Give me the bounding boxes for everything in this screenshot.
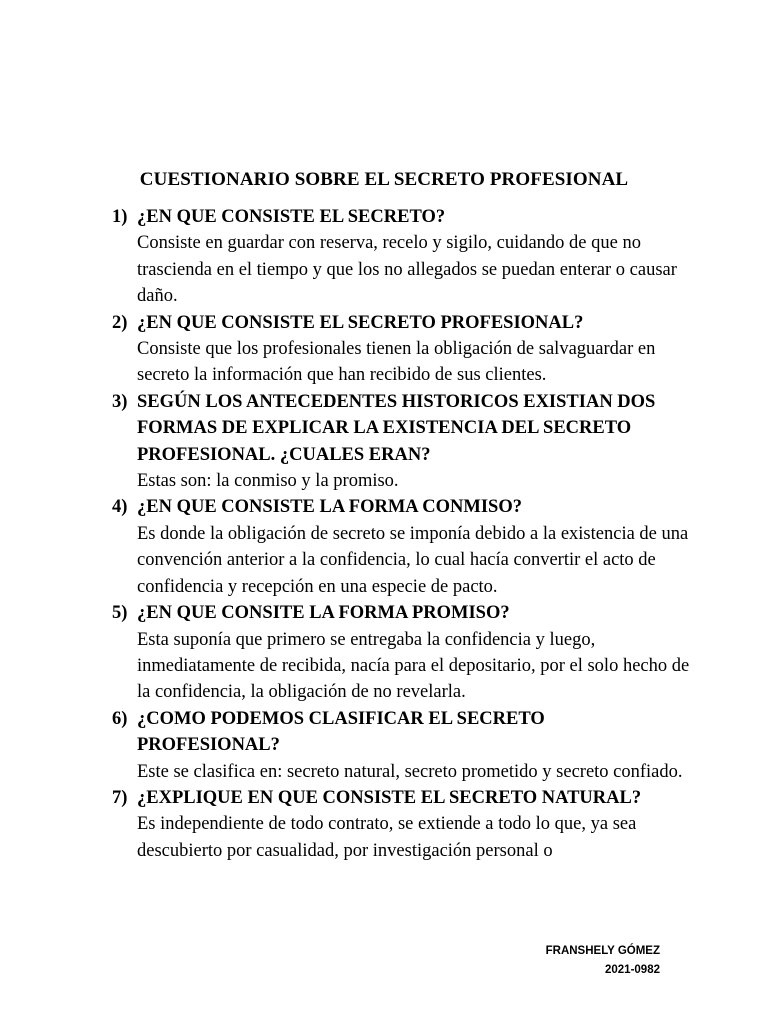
- question-text: ¿EN QUE CONSISTE EL SECRETO PROFESIONAL?: [137, 312, 584, 333]
- question-text: ¿COMO PODEMOS CLASIFICAR EL SECRETO PROFESIONAL?: [137, 708, 545, 756]
- item-number: 6): [112, 708, 128, 729]
- answer-text: Es independiente de todo contrato, se extiende a todo lo que, ya sea descubierto por casualidad, por investigación personal o: [137, 814, 637, 861]
- question-text: ¿EXPLIQUE EN QUE CONSISTE EL SECRETO NATURAL?: [137, 787, 642, 808]
- item-number: 4): [112, 497, 128, 518]
- student-id: 2021-0982: [605, 964, 660, 976]
- item-number: 2): [112, 312, 128, 333]
- question-text: SEGÚN LOS ANTECEDENTES HISTORICOS EXISTIAN DOS FORMAS DE EXPLICAR LA EXISTENCIA DEL SECRETO PROFESIONAL. ¿CUALES ERAN?: [137, 391, 656, 465]
- item-number: 5): [112, 603, 128, 624]
- list-item: [112, 310, 692, 389]
- question-text: ¿EN QUE CONSISTE EL SECRETO?: [137, 207, 446, 227]
- list-item: [112, 706, 692, 785]
- question-text: ¿EN QUE CONSISTE LA FORMA CONMISO?: [137, 497, 522, 518]
- item-number: 7): [112, 787, 128, 808]
- list-item: [112, 494, 692, 600]
- answer-text: Este se clasifica en: secreto natural, secreto prometido y secreto confiado.: [137, 761, 683, 782]
- answer-text: Es donde la obligación de secreto se imponía debido a la existencia de una convención anterior a la confidencia, lo cual hacía convertir el acto de confidencia y recepción en una especie de pacto.: [137, 523, 689, 597]
- item-number: 1): [112, 207, 128, 227]
- author-footer: [546, 942, 660, 980]
- list-item: [112, 389, 692, 495]
- list-item: [112, 204, 692, 310]
- answer-text: Consiste en guardar con reserva, recelo y sigilo, cuidando de que no trascienda en el tiempo y que los no allegados se puedan enterar o causar daño.: [137, 233, 677, 307]
- list-item: [112, 600, 692, 706]
- item-number: 3): [112, 391, 128, 412]
- page-title: CUESTIONARIO SOBRE EL SECRETO PROFESIONAL: [139, 169, 629, 190]
- answer-text: Esta suponía que primero se entregaba la confidencia y luego, inmediatamente de recibida, nacía para el depositario, por el solo hecho de la confidencia, la obligación de no revelarla.: [137, 629, 690, 703]
- answer-text: Estas son: la conmiso y la promiso.: [137, 471, 399, 492]
- list-item: [112, 785, 692, 864]
- author-name: FRANSHELY GÓMEZ: [545, 945, 660, 957]
- answer-text: Consiste que los profesionales tienen la obligación de salvaguardar en secreto la información que han recibido de sus clientes.: [137, 339, 656, 386]
- question-text: ¿EN QUE CONSITE LA FORMA PROMISO?: [137, 603, 510, 624]
- question-list: [112, 204, 692, 864]
